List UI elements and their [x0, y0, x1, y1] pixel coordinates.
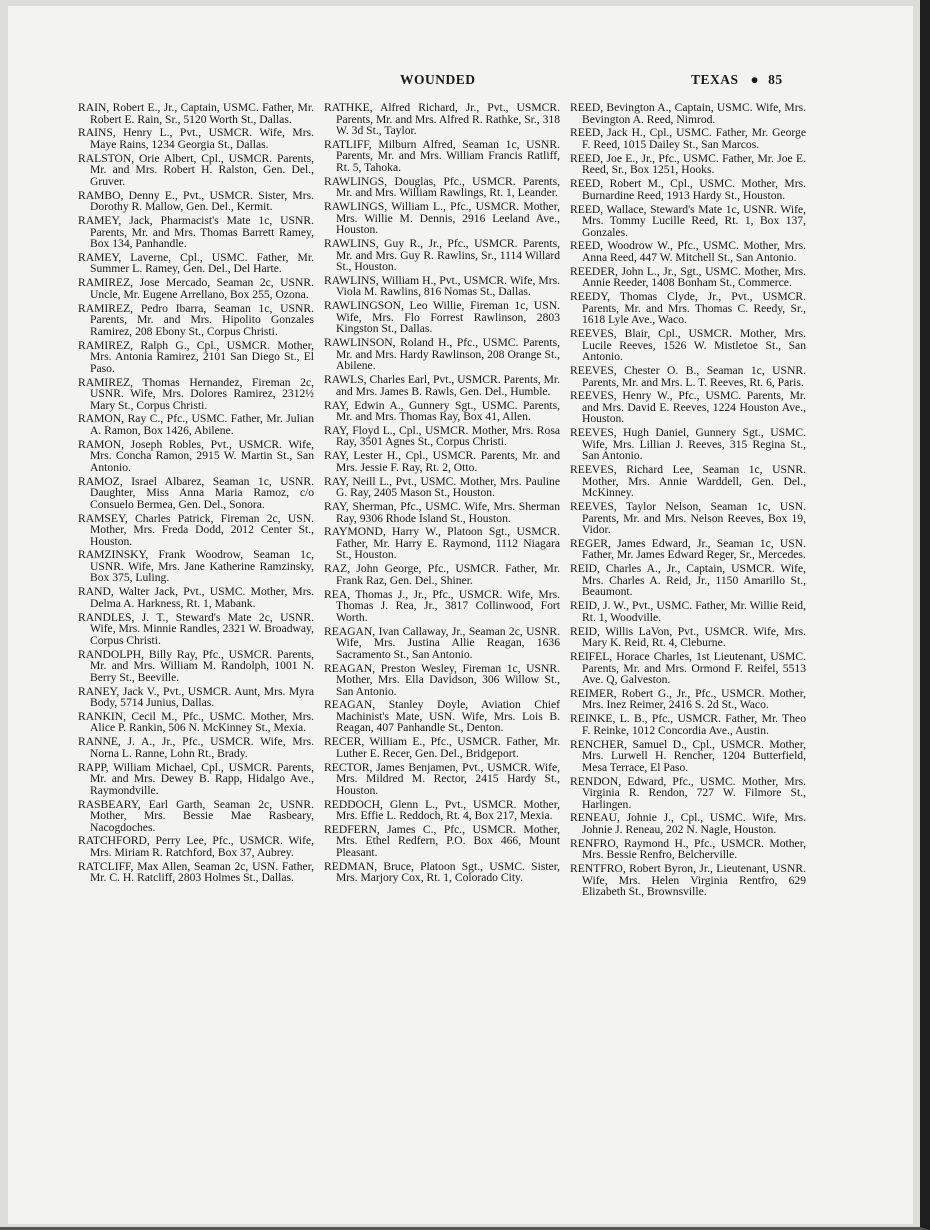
list-item: RATCHFORD, Perry Lee, Pfc., USMCR. Wife, Mrs. Miriam R. Ratchford, Box 37, Aubrey. [78, 834, 314, 859]
list-item: REID, Willis LaVon, Pvt., USMCR. Wife, Mrs. Mary K. Reid, Rt. 4, Cleburne. [570, 624, 806, 650]
list-item: RENFRO, Raymond H., Pfc., USMCR. Mother, Mrs. Bessie Renfro, Belcherville. [570, 836, 806, 862]
list-item: RAMIREZ, Ralph G., Cpl., USMCR. Mother, Mrs. Antonia Ramirez, 2101 San Diego St., El Paso. [78, 338, 314, 375]
list-item: RAY, Lester H., Cpl., USMCR. Parents, Mr. and Mrs. Jessie F. Ray, Rt. 2, Otto. [324, 449, 560, 474]
column-2 [324, 102, 560, 1112]
list-item: RECER, William E., Pfc., USMCR. Father, Mr. Luther E. Recer, Gen. Del., Bridgeport. [324, 735, 560, 760]
list-item: REEVES, Henry W., Pfc., USMC. Parents, Mr. and Mrs. David E. Reeves, 1224 Houston Ave., Houston. [570, 389, 806, 426]
column-1 [78, 102, 314, 1112]
page-header [8, 72, 913, 92]
list-item: REED, Joe E., Jr., Pfc., USMC. Father, Mr. Joe E. Reed, Sr., Box 1251, Hooks. [570, 151, 806, 177]
list-item: REED, Jack H., Cpl., USMC. Father, Mr. George F. Reed, 1015 Dailey St., San Marcos. [570, 126, 806, 151]
list-item: RANDOLPH, Billy Ray, Pfc., USMCR. Parents, Mr. and Mrs. William M. Randolph, 1001 N. Berry St., Beeville. [78, 647, 314, 684]
list-item: RAZ, John George, Pfc., USMCR. Father, Mr. Frank Raz, Gen. Del., Shiner. [324, 562, 560, 587]
list-item: RAIN, Robert E., Jr., Captain, USMC. Father, Mr. Robert E. Rain, Sr., 5120 Worth St., Dallas. [78, 102, 314, 126]
list-item: RENDON, Edward, Pfc., USMC. Mother, Mrs. Virginia R. Rendon, 727 W. Filmore St., Harlingen. [570, 774, 806, 811]
list-item: REIMER, Robert G., Jr., Pfc., USMCR. Mother, Mrs. Inez Reimer, 2416 S. 2d St., Waco. [570, 686, 806, 712]
bullet-icon: ● [750, 72, 760, 87]
list-item: RENCHER, Samuel D., Cpl., USMCR. Mother, Mrs. Lurwell H. Rencher, 1204 Butterfield, Mesa Terrace, El Paso. [570, 737, 806, 774]
list-item: RAYMOND, Harry W., Platoon Sgt., USMCR. Father, Mr. Harry E. Raymond, 1112 Niagara St., Houston. [324, 525, 560, 562]
casualty-list [78, 102, 808, 1112]
column-3 [570, 102, 806, 1112]
list-item: REAGAN, Ivan Callaway, Jr., Seaman 2c, USNR. Wife, Mrs. Justina Allie Reagan, 1636 Sacramento St., San Antonio. [324, 624, 560, 661]
list-item: RAMON, Ray C., Pfc., USMC. Father, Mr. Julian A. Ramon, Box 1426, Abilene. [78, 412, 314, 437]
list-item: RAMIREZ, Pedro Ibarra, Seaman 1c, USNR. Parents, Mr. and Mrs. Hipolito Gonzales Ramirez, 208 Ebony St., Corpus Christi. [78, 301, 314, 338]
list-item: REEVES, Chester O. B., Seaman 1c, USNR. Parents, Mr. and Mrs. L. T. Reeves, Rt. 6, Paris. [570, 364, 806, 389]
list-item: RAND, Walter Jack, Pvt., USMC. Mother, Mrs. Delma A. Harkness, Rt. 1, Mabank. [78, 585, 314, 610]
list-item: RAWLINS, Guy R., Jr., Pfc., USMCR. Parents, Mr. and Mrs. Guy R. Rawlins, Sr., 1114 Willard St., Houston. [324, 237, 560, 274]
list-item: RECTOR, James Benjamen, Pvt., USMCR. Wife, Mrs. Mildred M. Rector, 2415 Hardy St., Houston. [324, 760, 560, 797]
list-item: REIFEL, Horace Charles, 1st Lieutenant, USMC. Parents, Mr. and Mrs. Ormond F. Reifel, 5513 Ave. Q, Galveston. [570, 650, 806, 687]
list-item: REID, J. W., Pvt., USMC. Father, Mr. Willie Reid, Rt. 1, Woodville. [570, 599, 806, 624]
document-page [8, 6, 913, 1224]
list-item: REID, Charles A., Jr., Captain, USMCR. Wife, Mrs. Charles A. Reid, Jr., 1150 Amarillo St., Beaumont. [570, 562, 806, 599]
list-item: REEVES, Blair, Cpl., USMCR. Mother, Mrs. Lucile Reeves, 1526 W. Mistletoe St., San Antonio. [570, 327, 806, 364]
list-item: REDFERN, James C., Pfc., USMCR. Mother, Mrs. Ethel Redfern, P.O. Box 466, Mount Pleasant. [324, 822, 560, 859]
list-item: RANDLES, J. T., Steward's Mate 2c, USNR. Wife, Mrs. Minnie Randles, 2321 W. Broadway, Corpus Christi. [78, 610, 314, 647]
list-item: RAY, Sherman, Pfc., USMC. Wife, Mrs. Sherman Ray, 9306 Rhode Island St., Houston. [324, 500, 560, 525]
list-item: RAWLS, Charles Earl, Pvt., USMCR. Parents, Mr. and Mrs. James B. Rawls, Gen. Del., Humble. [324, 373, 560, 398]
list-item: REED, Robert M., Cpl., USMC. Mother, Mrs. Burnardine Reed, 1913 Hardy St., Houston. [570, 177, 806, 202]
list-item: REED, Bevington A., Captain, USMC. Wife, Mrs. Bevington A. Reed, Nimrod. [570, 102, 806, 126]
list-item: RAMZINSKY, Frank Woodrow, Seaman 1c, USNR. Wife, Mrs. Jane Katherine Ramzinsky, Box 375, Luling. [78, 548, 314, 585]
list-item: RAWLINGSON, Leo Willie, Fireman 1c, USN. Wife, Mrs. Flo Forrest Rawlinson, 2803 Kingston St., Dallas. [324, 299, 560, 336]
list-item: REEVES, Richard Lee, Seaman 1c, USNR. Mother, Mrs. Annie Warddell, Gen. Del., McKinney. [570, 463, 806, 500]
list-item: RAMSEY, Charles Patrick, Fireman 2c, USN. Mother, Mrs. Freda Dodd, 2012 Center St., Houston. [78, 511, 314, 548]
list-item: REDMAN, Bruce, Platoon Sgt., USMC. Sister, Mrs. Marjory Cox, Rt. 1, Colorado City. [324, 859, 560, 885]
list-item: REED, Wallace, Steward's Mate 1c, USNR. Wife, Mrs. Tommy Lucille Reed, Rt. 1, Box 137, Gonzales. [570, 202, 806, 239]
list-item: RAY, Edwin A., Gunnery Sgt., USMC. Parents, Mr. and Mrs. Thomas Ray, Box 41, Allen. [324, 398, 560, 424]
list-item: RAMBO, Denny E., Pvt., USMCR. Sister, Mrs. Dorothy R. Mallow, Gen. Del., Kermit. [78, 188, 314, 214]
list-item: RAMON, Joseph Robles, Pvt., USMCR. Wife, Mrs. Concha Ramon, 2915 W. Martin St., San Antonio. [78, 437, 314, 474]
list-item: REEVES, Hugh Daniel, Gunnery Sgt., USMC. Wife, Mrs. Lillian J. Reeves, 315 Regina St., San Antonio. [570, 426, 806, 463]
list-item: RATHKE, Alfred Richard, Jr., Pvt., USMCR. Parents, Mr. and Mrs. Alfred R. Rathke, Sr., 318 W. 3d St., Taylor. [324, 102, 560, 137]
page-number: 85 [768, 72, 783, 87]
list-item: REDDOCH, Glenn L., Pvt., USMCR. Mother, Mrs. Effie L. Reddoch, Rt. 4, Box 217, Mexia. [324, 797, 560, 823]
list-item: REINKE, L. B., Pfc., USMCR. Father, Mr. Theo F. Reinke, 1012 Concordia Ave., Austin. [570, 712, 806, 737]
list-item: RAMIREZ, Thomas Hernandez, Fireman 2c, USNR. Wife, Mrs. Dolores Ramirez, 2312½ Mary St., Corpus Christi. [78, 375, 314, 412]
list-item: REAGAN, Preston Wesley, Fireman 1c, USNR. Mother, Mrs. Ella Davidson, 306 Willow St., San Antonio. [324, 661, 560, 698]
list-item: RAINS, Henry L., Pvt., USMCR. Wife, Mrs. Maye Rains, 1234 Georgia St., Dallas. [78, 126, 314, 151]
list-item: RAY, Neill L., Pvt., USMC. Mother, Mrs. Pauline G. Ray, 2405 Mason St., Houston. [324, 474, 560, 500]
list-item: RAPP, William Michael, Cpl., USMCR. Parents, Mr. and Mrs. Dewey B. Rapp, Hidalgo Ave., Raymondville. [78, 760, 314, 797]
list-item: RATCLIFF, Max Allen, Seaman 2c, USN. Father, Mr. C. H. Ratcliff, 2803 Holmes St., Dallas. [78, 859, 314, 885]
list-item: REEVES, Taylor Nelson, Seaman 1c, USN. Parents, Mr. and Mrs. Nelson Reeves, Box 19, Vidor. [570, 500, 806, 537]
list-item: RENEAU, Johnie J., Cpl., USMC. Wife, Mrs. Johnie J. Reneau, 202 N. Nagle, Houston. [570, 811, 806, 836]
list-item: RATLIFF, Milburn Alfred, Seaman 1c, USNR. Parents, Mr. and Mrs. William Francis Ratliff, Rt. 5, Tahoka. [324, 137, 560, 174]
state-name: TEXAS [691, 72, 739, 87]
list-item: RAWLINS, William H., Pvt., USMCR. Wife, Mrs. Viola M. Rawlins, 816 Nomas St., Dallas. [324, 273, 560, 299]
list-item: RAWLINSON, Roland H., Pfc., USMC. Parents, Mr. and Mrs. Hardy Rawlinson, 208 Orange St., Abilene. [324, 336, 560, 373]
list-item: RAMOZ, Israel Albarez, Seaman 1c, USNR. Daughter, Miss Anna Maria Ramoz, c/o Consuelo Bermea, Gen. Del., Sonora. [78, 474, 314, 511]
list-item: RAMIREZ, Jose Mercado, Seaman 2c, USNR. Uncle, Mr. Eugene Arrellano, Box 255, Ozona. [78, 276, 314, 301]
list-item: REED, Woodrow W., Pfc., USMC. Mother, Mrs. Anna Reed, 447 W. Mitchell St., San Antonio. [570, 239, 806, 264]
list-item: RAMEY, Jack, Pharmacist's Mate 1c, USNR. Parents, Mr. and Mrs. Thomas Barrett Ramey, Box 134, Panhandle. [78, 214, 314, 251]
list-item: RANEY, Jack V., Pvt., USMCR. Aunt, Mrs. Myra Body, 5714 Junius, Dallas. [78, 684, 314, 710]
list-item: REGER, James Edward, Jr., Seaman 1c, USN. Father, Mr. James Edward Reger, Sr., Mercedes. [570, 536, 806, 562]
list-item: REA, Thomas J., Jr., Pfc., USMCR. Wife, Mrs. Thomas J. Rea, Jr., 3817 Collinwood, Fort Worth. [324, 587, 560, 624]
list-item: REEDY, Thomas Clyde, Jr., Pvt., USMCR. Parents, Mr. and Mrs. Thomas C. Reedy, Sr., 1618 Lyle Ave., Waco. [570, 290, 806, 327]
list-item: RANKIN, Cecil M., Pfc., USMC. Mother, Mrs. Alice P. Rankin, 506 N. McKinney St., Mexia. [78, 709, 314, 735]
list-item: RALSTON, Orie Albert, Cpl., USMCR. Parents, Mr. and Mrs. Robert H. Ralston, Gen. Del., Gruver. [78, 151, 314, 188]
list-item: RAWLINGS, Douglas, Pfc., USMCR. Parents, Mr. and Mrs. William Rawlings, Rt. 1, Leander. [324, 174, 560, 200]
list-item: RASBEARY, Earl Garth, Seaman 2c, USNR. Mother, Mrs. Bessie Mae Rasbeary, Nacogdoches. [78, 797, 314, 834]
section-title: WOUNDED [400, 72, 476, 87]
list-item: RANNE, J. A., Jr., Pfc., USMCR. Wife, Mrs. Norna L. Ranne, Lohn Rt., Brady. [78, 735, 314, 760]
list-item: REEDER, John L., Jr., Sgt., USMC. Mother, Mrs. Annie Reeder, 1408 Bonham St., Commerce. [570, 264, 806, 290]
list-item: RENTFRO, Robert Byron, Jr., Lieutenant, USNR. Wife, Mrs. Helen Virginia Rentfro, 629 Elizabeth St., Brownsville. [570, 862, 806, 899]
list-item: RAWLINGS, William L., Pfc., USMCR. Mother, Mrs. Willie M. Dennis, 2916 Leeland Ave., Houston. [324, 200, 560, 237]
list-item: RAY, Floyd L., Cpl., USMCR. Mother, Mrs. Rosa Ray, 3501 Agnes St., Corpus Christi. [324, 423, 560, 449]
list-item: REAGAN, Stanley Doyle, Aviation Chief Machinist's Mate, USN. Wife, Mrs. Lois B. Reagan, 407 Panhandle St., Denton. [324, 698, 560, 735]
state-page-label [691, 72, 783, 88]
list-item: RAMEY, Laverne, Cpl., USMC. Father, Mr. Summer L. Ramey, Gen. Del., Del Harte. [78, 250, 314, 276]
